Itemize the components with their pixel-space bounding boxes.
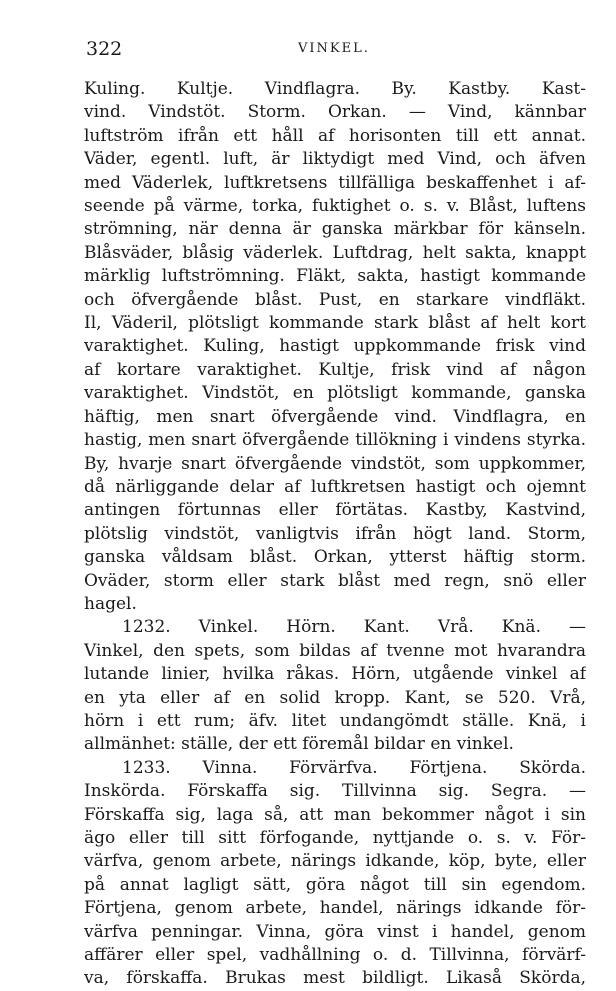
page-body: [84, 78, 586, 991]
text-line: Inskörda. Förskaffa sig. Tillvinna sig. Segra. —: [84, 781, 586, 802]
text-line: värfva penningar. Vinna, göra vinst i handel, genom: [84, 921, 586, 942]
text-line: en yta eller af en solid kropp. Kant, se 520. Vrå,: [84, 687, 586, 708]
text-line: varaktighet. Kuling, hastigt uppkommande frisk vind: [84, 336, 586, 357]
paragraph-1232: [84, 616, 586, 756]
text-line: antingen förtunnas eller förtätas. Kastby, Kastvind,: [84, 500, 586, 521]
entry-heading-1232: 1232. Vinkel. Hörn. Kant. Vrå. Knä. —: [122, 617, 586, 638]
text-line: hagel.: [84, 593, 137, 614]
text-line: allmänhet: ställe, der ett föremål bildar en vinkel.: [84, 734, 514, 755]
text-line: och öfvergående blåst. Pust, en starkare vindfläkt.: [84, 289, 586, 310]
text-line: ägo eller till sitt förfogande, nyttjande o. s. v. För-: [84, 828, 586, 848]
text-line: af kortare varaktighet. Kultje, frisk vind af någon: [84, 359, 586, 380]
text-line: på annat lagligt sätt, göra något till sin egendom.: [84, 874, 586, 895]
running-head: VINKEL.: [298, 41, 370, 56]
text-line: med Väderlek, luftkretsens tillfälliga beskaffenhet i af-: [84, 172, 586, 193]
text-line: hörn i ett rum; äfv. litet undangömdt ställe. Knä, i: [84, 710, 586, 731]
text-line: Oväder, storm eller stark blåst med regn, snö eller: [84, 570, 586, 591]
text-line: vind. Vindstöt. Storm. Orkan. — Vind, kännbar: [84, 102, 586, 123]
paragraph-1231: [84, 78, 586, 616]
text-line: varaktighet. Vindstöt, en plötsligt kommande, ganska: [84, 383, 586, 404]
text-line: Kuling. Kultje. Vindflagra. By. Kastby. Kast-: [84, 79, 586, 99]
text-line: va, förskaffa. Brukas mest bildligt. Likaså Skörda,: [84, 968, 586, 989]
text-line: Blåsväder, blåsig väderlek. Luftdrag, helt sakta, knappt: [84, 242, 586, 263]
text-line: märklig luftströmning. Fläkt, sakta, hastigt kommande: [84, 266, 586, 287]
text-line: strömning, när denna är ganska märkbar för känseln.: [84, 219, 586, 240]
text-line: Väder, egentl. luft, är liktydigt med Vind, och äfven: [84, 149, 586, 170]
entry-heading-1233: 1233. Vinna. Förvärfva. Förtjena. Skörda.: [122, 757, 586, 778]
text-line: Förtjena, genom arbete, handel, närings idkande för-: [84, 898, 586, 919]
paragraph-1233: [84, 757, 586, 991]
text-line: då närliggande delar af luftkretsen hastigt och ojemnt: [84, 476, 586, 497]
text-line: Il, Väderil, plötsligt kommande stark blåst af helt kort: [84, 313, 586, 334]
text-line: lutande linier, hvilka råkas. Hörn, utgående vinkel af: [84, 664, 586, 685]
text-line: hastig, men snart öfvergående tillökning i vindens styrka.: [84, 430, 586, 451]
page-number: 322: [86, 38, 123, 60]
text-line: seende på värme, torka, fuktighet o. s. v. Blåst, luftens: [84, 196, 586, 217]
text-line: plötslig vindstöt, vanligtvis ifrån högt land. Storm,: [84, 523, 586, 544]
text-line: häftig, men snart öfvergående vind. Vindflagra, en: [84, 406, 586, 427]
text-line: luftström ifrån ett håll af horisonten till ett annat.: [84, 125, 586, 146]
text-line: affärer eller spel, vadhållning o. d. Tillvinna, förvärf-: [84, 945, 586, 966]
text-line: Förskaffa sig, laga så, att man bekommer något i sin: [84, 804, 586, 825]
text-line: By, hvarje snart öfvergående vindstöt, som uppkommer,: [84, 453, 586, 474]
text-line: värfva, genom arbete, närings idkande, köp, byte, eller: [84, 851, 586, 872]
text-line: ganska våldsam blåst. Orkan, ytterst häftig storm.: [84, 547, 586, 568]
page-header: [86, 38, 586, 64]
text-line: Vinkel, den spets, som bildas af tvenne mot hvarandra: [84, 640, 586, 661]
